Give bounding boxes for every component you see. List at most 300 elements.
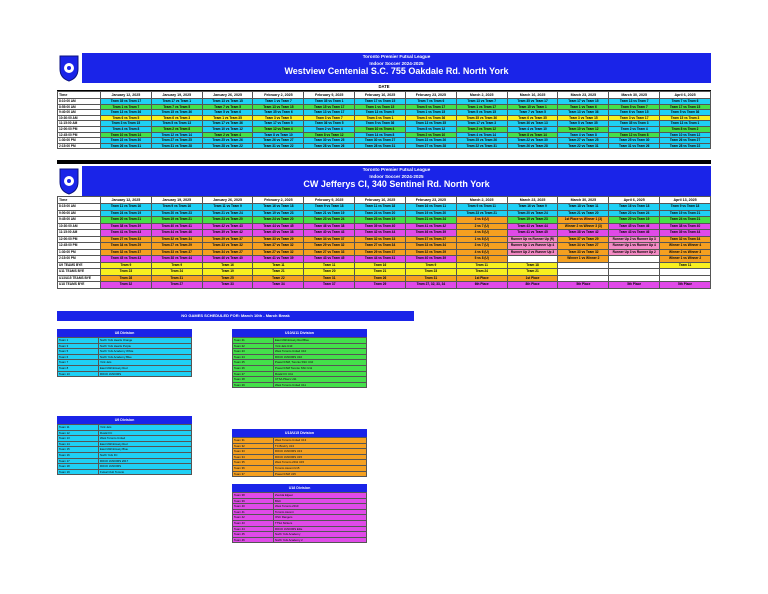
match-cell: Team 8 vs Team 10	[253, 132, 304, 138]
division-title: U10/U11 Division	[232, 329, 367, 337]
date-header-row	[58, 92, 711, 99]
match-cell: Team 42 vs Team 43	[202, 223, 253, 230]
team-name: OSC Rangers	[274, 515, 367, 521]
match-cell: Team 26 vs Team 27	[660, 138, 711, 144]
match-cell: Team 3 vs Team 5	[253, 115, 304, 121]
match-cell: Team 17 vs Team 3	[456, 121, 507, 127]
match-cell: Team 12 vs Team 14	[151, 132, 202, 138]
division-u10-u11	[232, 329, 367, 388]
team-name: North York Academy White	[99, 349, 192, 355]
match-cell: Team 21	[507, 269, 558, 276]
section-header	[57, 53, 711, 83]
match-cell: Team 24 vs Team 20	[355, 210, 406, 217]
match-cell: Team 2 vs Team 8	[151, 126, 202, 132]
team-id: Team 7	[58, 360, 99, 366]
match-cell: Team 46 vs Team 40	[202, 256, 253, 263]
match-cell: Team 21 vs Team 24	[405, 217, 456, 224]
match-cell: Team 31 vs Team 22	[253, 143, 304, 149]
match-cell: Team 2 vs Team 4	[609, 126, 660, 132]
match-cell: Team 35 vs Team 3	[609, 121, 660, 127]
match-cell: Team 27 vs Team 25	[558, 138, 609, 144]
team-name: Toronto Ascent	[274, 509, 367, 515]
season-name: Indoor Soccer 2024-2025	[369, 60, 424, 66]
match-cell: Team 30 vs Team 27	[355, 138, 406, 144]
team-name: Power/CSM, Toronto SSC U10	[274, 360, 367, 366]
match-cell: Team 43 vs Team 46	[609, 230, 660, 237]
team-id: Team 1	[58, 338, 99, 344]
division-title: U9 Division	[57, 416, 192, 424]
match-cell: Team 6 vs Team 3	[151, 115, 202, 121]
match-cell: Team 27 vs Team 32	[253, 249, 304, 256]
match-cell: Team 6 vs Team 35	[507, 115, 558, 121]
match-cell: Team 22 vs Team 31	[558, 143, 609, 149]
team-name: York Jets U10	[274, 343, 367, 349]
match-cell: Team 3 vs Team 36	[405, 115, 456, 121]
division-title: U18 Division	[232, 484, 367, 492]
time-cell: 12:45:00 PM	[58, 132, 101, 138]
date-cell: January 26, 2025	[202, 92, 253, 99]
match-cell: Team 21 vs Team 19	[304, 210, 355, 217]
match-cell: 5 vs 8 (U)	[456, 256, 507, 263]
match-cell: Team 2 vs Team 4	[202, 132, 253, 138]
match-cell: Team 39 vs Team 44	[660, 230, 711, 237]
time-cell: 10:30:00 AM	[58, 115, 101, 121]
match-cell: Team 5 vs Team 35	[558, 121, 609, 127]
match-cell: Team 1 vs Team 7	[101, 104, 152, 110]
schedule-table	[57, 196, 711, 289]
team-name: West Toronto United U13	[274, 438, 367, 444]
match-cell: Team 18	[507, 262, 558, 269]
match-cell: Team 27, 32, 33, 34	[405, 282, 456, 289]
team-name: East GWIntimacy Red Blue	[274, 338, 367, 344]
match-cell: Team 35 vs Team 17	[101, 99, 152, 105]
team-id: Team 46	[233, 537, 274, 543]
league-logo	[57, 53, 81, 83]
match-cell: Team 15 vs Team 17	[304, 104, 355, 110]
divider	[57, 160, 711, 164]
match-cell: Team 13 vs Team 1	[660, 121, 711, 127]
match-cell: Team 33 vs Team 32	[202, 243, 253, 250]
match-cell: Team 19 vs Team 21	[151, 217, 202, 224]
match-cell: Team 27 vs Team 34	[355, 243, 406, 250]
match-cell: Team 6 vs Team 5	[101, 115, 152, 121]
team-id: Team 5	[58, 349, 99, 355]
match-cell: Team 29 vs Team 37	[355, 249, 406, 256]
match-cell: Team 16	[202, 262, 253, 269]
match-cell: Team 21	[253, 269, 304, 276]
team-name: North York Hearts Orange	[99, 338, 192, 344]
team-name: West Toronto United U11	[274, 382, 367, 388]
match-cell: Team 8 vs Team 12	[304, 132, 355, 138]
team-name: ROCK JUNIORS 2017	[99, 458, 192, 464]
match-cell: Team 7 vs Team 6	[405, 99, 456, 105]
team-id: Team 28	[233, 377, 274, 383]
match-cell: Team 27 vs Team 33	[304, 249, 355, 256]
date-cell: February 2, 2025	[253, 197, 304, 204]
team-id: Team 17	[58, 458, 99, 464]
team-id: Team 32	[233, 443, 274, 449]
team-name: Power/CSM Toronto SSC U11	[274, 365, 367, 371]
match-cell: Team 38 vs Team 42	[558, 230, 609, 237]
match-cell: Team 38 vs Team 39	[101, 223, 152, 230]
match-cell: Team 6 vs Team 15	[609, 110, 660, 116]
date-cell: January 12, 2025	[101, 197, 152, 204]
match-cell: 1 vs 8 (U)	[456, 236, 507, 243]
match-cell: Team 20 vs Team 24	[507, 210, 558, 217]
date-cell: March 2, 2025	[456, 92, 507, 99]
match-cell: 6th Place	[456, 282, 507, 289]
team-name: East GWIntimacy Blue	[99, 447, 192, 453]
match-cell: Winner 1 vs Winner 2	[558, 256, 609, 263]
match-cell: Team 4 vs Team 10	[507, 126, 558, 132]
match-cell: Team 5 vs Team 15	[456, 110, 507, 116]
match-cell: Team 13 vs Team 36	[558, 110, 609, 116]
date-header-row	[58, 197, 711, 204]
match-cell: Team 32 vs Team 33	[355, 236, 406, 243]
match-cell: Team 35 vs Team 6	[253, 110, 304, 116]
match-cell: Team 17 vs Team 5	[253, 121, 304, 127]
team-name: York Jets	[99, 425, 192, 431]
match-cell: Runner Up 3 vs Runner Up 2	[609, 249, 660, 256]
team-id: Team 35	[233, 460, 274, 466]
team-id: Team 33	[233, 449, 274, 455]
match-cell: 5th Place	[660, 282, 711, 289]
team-id: Team 24	[233, 354, 274, 360]
match-cell: Team 9 vs Team 18	[660, 204, 711, 211]
match-cell: Team 11 vs Team 18	[355, 204, 406, 211]
time-cell: U13/U15 TEAMS BYE	[58, 275, 101, 282]
division-row	[233, 382, 367, 388]
match-cell: Team 46 vs Team 38	[304, 223, 355, 230]
match-cell: Team 31 vs Team 26	[609, 143, 660, 149]
team-name: North York Hearts Purple	[99, 343, 192, 349]
date-cell: March 23, 2025	[507, 197, 558, 204]
match-cell: Team 10 vs Team 12	[202, 126, 253, 132]
match-cell: Team 24 vs Team 20	[253, 217, 304, 224]
match-cell: Team 24	[151, 269, 202, 276]
match-cell: Winner 2 vs Winner 3 (3)	[558, 223, 609, 230]
match-cell: Team 1 vs Team 35	[202, 115, 253, 121]
match-cell: Team 16	[355, 262, 406, 269]
match-cell: Team 17 vs Team 1	[151, 99, 202, 105]
match-cell: Team 10 vs Team 12	[660, 132, 711, 138]
match-cell: Team 28	[101, 275, 152, 282]
division-title: U13/U15 Division	[232, 429, 367, 437]
match-cell: Runner Up 2 vs Runner Up 3	[507, 249, 558, 256]
match-cell: Team 13 vs Team 35	[405, 121, 456, 127]
date-cell: April 13, 2025	[660, 197, 711, 204]
match-cell: Team 34 vs Team 27	[202, 249, 253, 256]
match-cell: Team 20 vs Team 19	[609, 217, 660, 224]
match-cell: Winner 1 vs Winner 2	[660, 256, 711, 263]
team-name: ROCK JUNIORS U15	[274, 454, 367, 460]
match-cell: Team 13 vs Team 15	[253, 104, 304, 110]
team-id: Team 42	[233, 515, 274, 521]
match-cell: Team 28 vs Team 22	[202, 143, 253, 149]
team-id: Team 26	[233, 365, 274, 371]
match-cell: Team 34 vs Team 29	[101, 243, 152, 250]
match-cell: Team 1 vs Team 15	[355, 104, 406, 110]
match-cell: Team 20 vs Team 23	[151, 210, 202, 217]
match-cell: Team 10 vs Team 4	[355, 126, 406, 132]
match-cell: Team 11	[304, 262, 355, 269]
time-cell: 9:45:00 AM	[58, 217, 101, 224]
match-cell: Team 19	[202, 269, 253, 276]
team-id: Team 8	[58, 365, 99, 371]
match-cell: Team 16 vs Team 18	[609, 204, 660, 211]
match-cell: Team 13 vs Team 5	[355, 110, 406, 116]
time-cell: 1:30:00 PM	[58, 249, 101, 256]
match-cell: Winner 1 vs Winner 4	[660, 243, 711, 250]
match-cell: Team 35 vs Team 1	[304, 99, 355, 105]
match-cell: Team 11 vs Team 9	[202, 204, 253, 211]
section-header	[57, 166, 711, 196]
time-cell: 12:45:00 PM	[58, 243, 101, 250]
match-cell: Team 7 vs Team 5	[202, 104, 253, 110]
division-row	[233, 471, 367, 477]
time-cell: 9:00:00 AM	[58, 210, 101, 217]
team-name: North York Academy	[274, 532, 367, 538]
time-header: Time	[58, 197, 101, 204]
team-id: Team 37	[233, 471, 274, 477]
match-cell: Team 37	[304, 282, 355, 289]
match-cell: Team 13 vs Team 15	[202, 99, 253, 105]
date-cell: March 23, 2025	[558, 92, 609, 99]
match-cell: Team 2 vs Team 4	[304, 126, 355, 132]
match-cell: Team 34 vs Team 27	[558, 243, 609, 250]
team-id: Team 38	[233, 493, 274, 499]
date-cell: March 2, 2025	[456, 197, 507, 204]
match-cell: Team 45 vs Team 38	[253, 230, 304, 237]
match-cell: Team 38 vs Team 40	[660, 223, 711, 230]
match-cell: Team 44 vs Team 41	[355, 256, 406, 263]
date-cell: March 16, 2025	[507, 92, 558, 99]
match-cell: Team 2 vs Team 12	[456, 126, 507, 132]
match-cell: Team 46 vs Team 39	[405, 230, 456, 237]
match-cell: Team 5 vs Team 36	[355, 121, 406, 127]
match-cell: Team 20	[304, 269, 355, 276]
match-cell: Team 22 vs Team 26	[405, 138, 456, 144]
match-cell: Team 27	[151, 282, 202, 289]
match-cell: Team 7 vs Team 5	[151, 104, 202, 110]
team-name: CTSA Pikers U11	[274, 377, 367, 383]
match-cell: Team 27 vs Team 28	[405, 143, 456, 149]
match-cell: Winner 2 vs Winner 3	[660, 249, 711, 256]
match-cell: Team 31 vs Team 28	[151, 143, 202, 149]
match-cell: Team 5 vs Team 36	[660, 110, 711, 116]
match-cell: 2 vs 7 (U)	[456, 223, 507, 230]
team-name: TTSA Strikers	[274, 520, 367, 526]
match-cell: Team 37 vs Team 29	[558, 236, 609, 243]
match-cell: Team 8 vs Team 14	[507, 132, 558, 138]
team-id: Team 22	[233, 343, 274, 349]
team-name: Zvezda Elgeet	[274, 493, 367, 499]
match-cell: Team 25 vs Team 26	[456, 138, 507, 144]
match-cell: Team 16 vs Team 11	[405, 204, 456, 211]
match-cell: Team 13 vs Team 7	[456, 99, 507, 105]
team-id: Team 27	[233, 371, 274, 377]
time-cell: 12:00:00 PM	[58, 126, 101, 132]
match-cell: Team 23	[101, 269, 152, 276]
match-cell: Team 41 vs Team 45	[507, 230, 558, 237]
match-cell: Team 9 vs Team 16	[151, 204, 202, 211]
match-cell: Runner Up 1 vs Runner Up 4	[609, 243, 660, 250]
time-header: Time	[58, 92, 101, 99]
match-cell: Team 15 vs Team 36	[151, 110, 202, 116]
team-name: West Toronto 2011 U15	[274, 460, 367, 466]
match-cell: Team 25 vs Team 26	[202, 138, 253, 144]
match-cell: Team 36 vs Team 13	[507, 121, 558, 127]
match-cell: Team 27 vs Team 33	[101, 236, 152, 243]
time-cell: 1:30:00 PM	[58, 138, 101, 144]
match-cell: Team 5 vs Team 13	[151, 121, 202, 127]
match-cell: Team 2 vs Team 10	[405, 132, 456, 138]
time-cell: 12:00:00 PM	[58, 236, 101, 243]
match-cell: Team 22 vs Team 31	[456, 143, 507, 149]
team-name: Toronto Ascent U15	[274, 465, 367, 471]
match-cell: Team 12 vs Team 8	[609, 132, 660, 138]
match-cell: Team 35 vs Team 36	[456, 115, 507, 121]
match-cell: Team 29	[355, 282, 406, 289]
team-id: Team 41	[233, 509, 274, 515]
match-cell: Team 19 vs Team 23	[507, 217, 558, 224]
date-cell: February 16, 2025	[355, 92, 406, 99]
division-u13-u15	[232, 429, 367, 477]
team-id: Team 34	[233, 454, 274, 460]
match-cell: Team 13 vs Team 7	[609, 99, 660, 105]
team-id: Team 14	[58, 441, 99, 447]
team-id: Team 29	[233, 382, 274, 388]
match-cell: 1st Place vs Winner 1 (3)	[558, 217, 609, 224]
match-cell: Team 33 vs Team 34	[405, 243, 456, 250]
time-cell: 8:55:00 AM	[58, 104, 101, 110]
match-cell: Team 21 vs Team 20	[558, 210, 609, 217]
match-cell: Team 11	[456, 262, 507, 269]
match-cell: Team 7 vs Team 6	[660, 99, 711, 105]
division-title: U8 Division	[57, 329, 192, 337]
match-cell: Team 9	[101, 262, 152, 269]
match-cell: Team 24 vs Team 21	[660, 217, 711, 224]
division-row	[58, 371, 192, 377]
date-cell: February 2, 2025	[253, 92, 304, 99]
team-name: North York FC	[99, 452, 192, 458]
team-id: Team 18	[58, 464, 99, 470]
match-cell: 1st Place	[507, 275, 558, 282]
team-name: West Toronto United	[99, 436, 192, 442]
match-cell: Team 5 vs Team 7	[609, 104, 660, 110]
match-cell: Team 16 vs Team 9	[507, 204, 558, 211]
banner	[82, 53, 711, 83]
match-cell: 4 vs 5 (U)	[456, 230, 507, 237]
division-row	[233, 537, 367, 543]
match-cell: Team 4 vs Team 14	[456, 132, 507, 138]
match-cell: Team 26 vs Team 27	[253, 138, 304, 144]
venue-title: CW Jefferys CI, 340 Sentinel Rd. North York	[303, 179, 490, 189]
division-row	[58, 469, 192, 475]
match-cell: Team 28 vs Team 31	[355, 143, 406, 149]
date-cell: March 30, 2025	[609, 92, 660, 99]
match-cell: Team 22 vs Team 30	[507, 138, 558, 144]
match-cell: Team 22	[253, 275, 304, 282]
match-cell: Team 28 vs Team 26	[304, 143, 355, 149]
team-name: Rustic FC U11	[274, 371, 367, 377]
match-cell: Team 36 vs Team 5	[304, 121, 355, 127]
match-cell: Runner Up 2 vs Runner Up 3	[609, 236, 660, 243]
team-id: Team 45	[233, 532, 274, 538]
team-id: Team 40	[233, 504, 274, 510]
match-cell: Team 19 vs Team 21	[660, 210, 711, 217]
date-cell: February 23, 2025	[405, 92, 456, 99]
match-cell: Team 20 vs Team 21	[101, 217, 152, 224]
team-id: Team 3	[58, 343, 99, 349]
match-cell: Team 33	[202, 282, 253, 289]
division-u8	[57, 329, 192, 377]
match-cell: 5th Place	[558, 282, 609, 289]
match-cell: Team 19 vs Team 20	[405, 210, 456, 217]
team-id: Team 16	[58, 452, 99, 458]
match-cell: Team 21	[355, 269, 406, 276]
match-cell: Team 37 vs Team 27	[405, 236, 456, 243]
league-name: Toronto Premier Futsal League	[362, 167, 431, 172]
match-cell: Team 41 vs Team 39	[253, 256, 304, 263]
team-name: West Toronto 2010	[274, 504, 367, 510]
match-cell: Team 23 vs Team 19	[355, 217, 406, 224]
match-cell: Team 32 vs Team 34	[151, 236, 202, 243]
team-id: Team 13	[58, 371, 99, 377]
team-id: Team 43	[233, 520, 274, 526]
team-name: Rustic FC	[99, 430, 192, 436]
match-cell: 8th Place	[507, 282, 558, 289]
match-cell: Team 23	[405, 269, 456, 276]
match-cell: Team 23 vs Team 24	[609, 210, 660, 217]
match-cell: Team 9 vs Team 11	[456, 204, 507, 211]
match-cell: Team 5 vs Team 17	[405, 104, 456, 110]
match-cell: Team 9	[151, 262, 202, 269]
match-cell: Team 23 vs Team 24	[304, 217, 355, 224]
date-header: DATE	[57, 83, 711, 91]
date-cell: February 16, 2025	[355, 197, 406, 204]
match-cell: Team 24 vs Team 19	[101, 210, 152, 217]
match-cell: Team 26 vs Team 28	[507, 143, 558, 149]
match-cell: Team 1 vs Team 15	[405, 110, 456, 116]
team-name: ROCK JUNIORS	[99, 371, 192, 377]
date-cell: January 19, 2025	[151, 92, 202, 99]
time-cell: U9 TEAMS BYE	[58, 262, 101, 269]
team-name: ROCK JUNIORS U13	[274, 449, 367, 455]
time-cell: 2:15:00 PM	[58, 256, 101, 263]
match-cell: Team 34	[253, 282, 304, 289]
team-name: TC Brazzy U13	[274, 443, 367, 449]
venue-title: Westview Centenial S.C. 755 Oakdale Rd. North York	[284, 66, 509, 76]
match-cell: Team 33 vs Team 29	[253, 236, 304, 243]
date-cell: March 30, 2025	[558, 197, 609, 204]
match-cell: Team 30 vs Team 25	[304, 138, 355, 144]
match-cell: Team 3 vs Team 1	[355, 115, 406, 121]
match-cell: Team 43 vs Team 44	[507, 223, 558, 230]
date-cell: January 12, 2025	[101, 92, 152, 99]
match-cell: Team 27 vs Team 25	[151, 138, 202, 144]
team-name: ROCK JUNIORS Elite	[274, 526, 367, 532]
match-cell: Team 5 vs Team 6	[202, 110, 253, 116]
team-id: Team 25	[233, 360, 274, 366]
match-cell: Team 26	[355, 275, 406, 282]
match-cell: 5th Place	[609, 282, 660, 289]
match-cell: Team 44 vs Team 46	[151, 230, 202, 237]
match-cell: Team 23 vs Team 21	[456, 210, 507, 217]
match-cell: Team 4 vs Team 8	[558, 132, 609, 138]
match-cell: Team 7 vs Team 5	[507, 110, 558, 116]
match-cell: 3 vs 6 (U)	[456, 217, 507, 224]
